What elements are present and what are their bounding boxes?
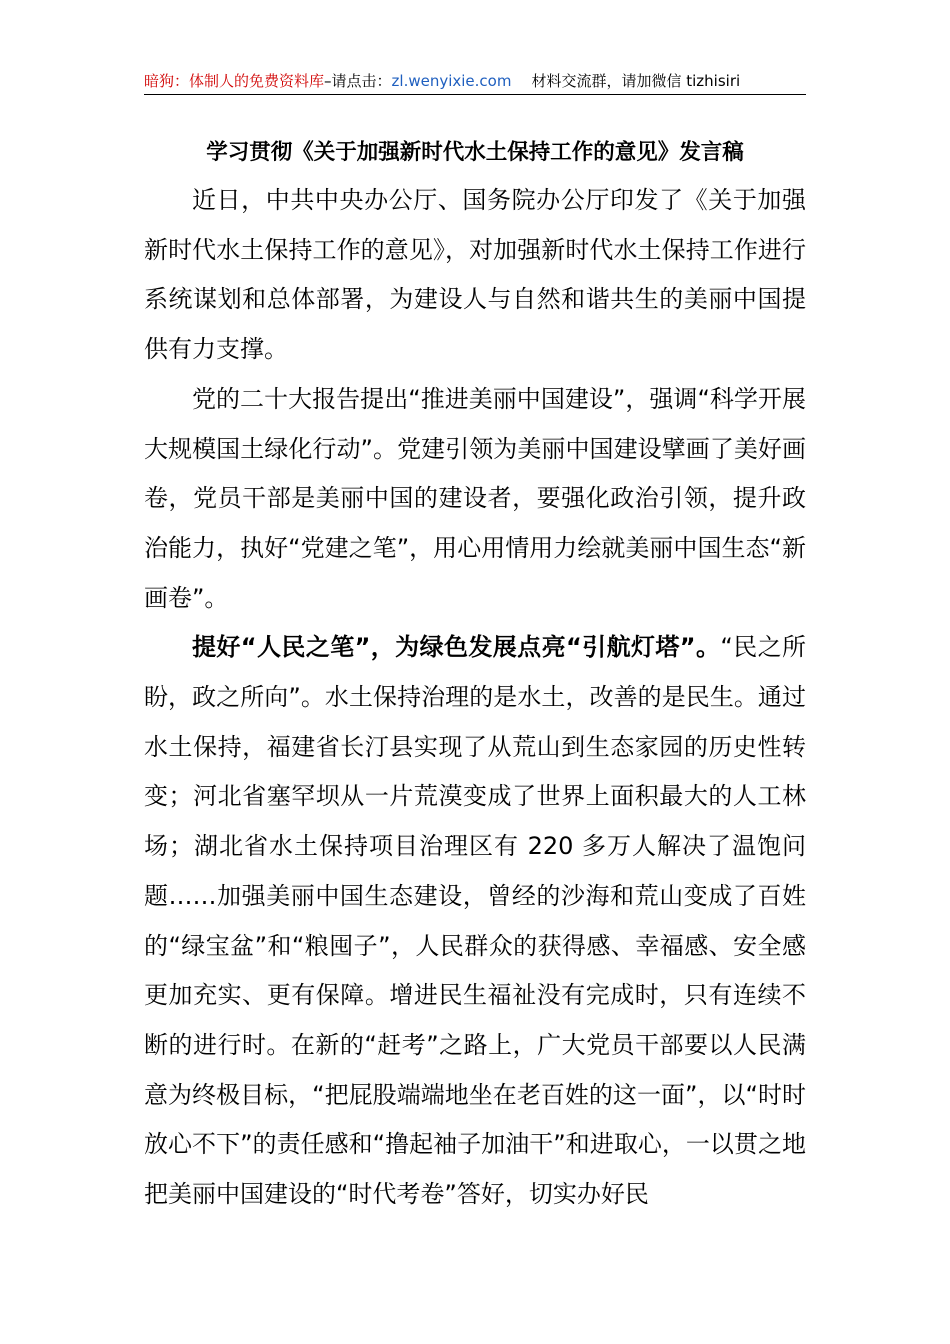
header-brand: 暗狗：体制人的免费资料库 xyxy=(144,72,325,90)
document-body xyxy=(144,176,806,1220)
paragraph-1: 近日，中共中央办公厅、国务院办公厅印发了《关于加强新时代水土保持工作的意见》，对加强新时代水土保持工作进行系统谋划和总体部署，为建设人与自然和谐共生的美丽中国提供有力支撑。 xyxy=(144,186,806,364)
document-title: 学习贯彻《关于加强新时代水土保持工作的意见》发言稿 xyxy=(206,140,744,165)
page-header xyxy=(144,70,806,95)
paragraph-3-lead: 提好“人民之笔”，为绿色发展点亮“引航灯塔”。 xyxy=(192,633,721,662)
header-link[interactable]: zl.wenyixie.com xyxy=(391,72,512,90)
paragraph-2: 党的二十大报告提出“推进美丽中国建设”，强调“科学开展大规模国土绿化行动”。党建引领为美丽中国建设擘画了美好画卷，党员干部是美丽中国的建设者，要强化政治引领，提升政治能力，执好“党建之笔”，用心用情用力绘就美丽中国生态“新画卷”。 xyxy=(144,384,806,612)
header-wechat: 材料交流群，请加微信 tizhisiri xyxy=(531,72,741,90)
header-cta: –请点击： xyxy=(324,72,392,90)
paragraph-3-text: “民之所盼，政之所向”。水土保持治理的是水土，改善的是民生。通过水土保持，福建省长汀县实现了从荒山到生态家园的历史性转变；河北省塞罕坝从一片荒漠变成了世界上面积最大的人工林场；湖北省水土保持项目治理区有 220 多万人解决了温饱问题……加强美丽中国生态建设，曾经的沙海和荒山变成了百姓的“绿宝盆”和“粮囤子”，人民群众的获得感、幸福感、安全感更加充实、更有保障。增进民生福祉没有完成时，只有连续不断的进行时。在新的“赶考”之路上，广大党员干部要以人民满意为终极目标，“把屁股端端地坐在老百姓的这一面”，以“时时放心不下”的责任感和“撸起袖子加油干”和进取心，一以贯之地把美丽中国建设的“时代考卷”答好，切实办好民 xyxy=(144,633,807,1209)
paragraph-3 xyxy=(144,623,806,1219)
